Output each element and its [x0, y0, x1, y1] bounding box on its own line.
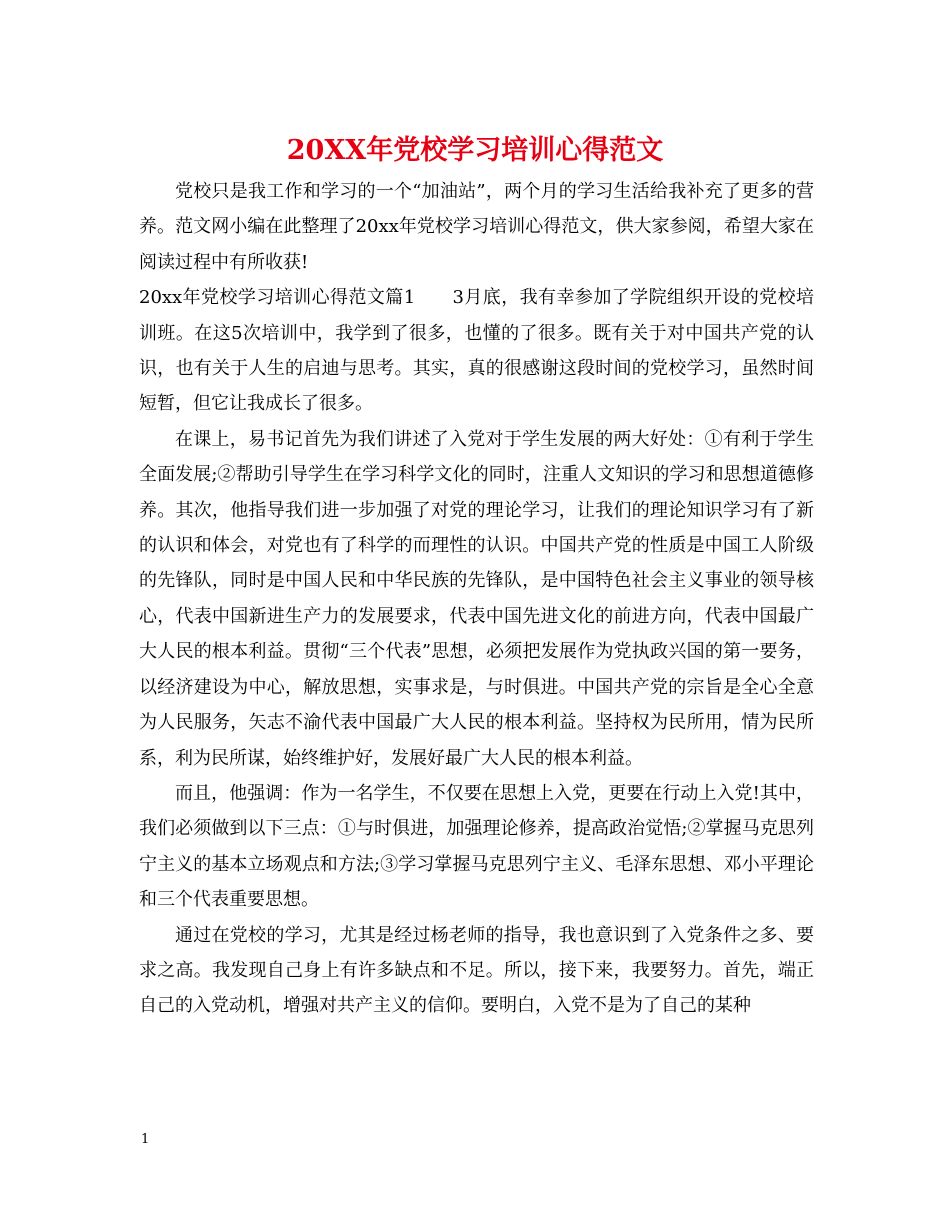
document-title: 20XX年党校学习培训心得范文	[286, 135, 664, 166]
document-body	[139, 174, 814, 1024]
page-number: 1	[141, 1132, 150, 1147]
paragraph-article-1: 20xx年党校学习培训心得范文篇1 3月底，我有幸参加了学院组织开设的党校培训班。在这5次培训中，我学到了很多，也懂的了很多。既有关于对中国共产党的认识，也有关于人生的启迪与思考。其实，真的很感谢这段时间的党校学习，虽然时间短暂，但它让我成长了很多。	[139, 287, 814, 415]
paragraph-lecture: 在课上，易书记首先为我们讲述了入党对于学生发展的两大好处：①有利于学生全面发展;②帮助引导学生在学习科学文化的同时，注重人文知识的学习和思想道德修养。其次，他指导我们进一步加强了对党的理论学习，让我们的理论知识学习有了新的认识和体会，对党也有了科学的而理性的认识。中国共产党的性质是中国工人阶级的先锋队，同时是中国人民和中华民族的先锋队，是中国特色社会主义事业的领导核心，代表中国新进生产力的发展要求，代表中国先进文化的前进方向，代表中国最广大人民的根本利益。贯彻“三个代表”思想，必须把发展作为党执政兴国的第一要务，以经济建设为中心，解放思想，实事求是，与时俱进。中国共产党的宗旨是全心全意为人民服务，矢志不渝代表中国最广大人民的根本利益。坚持权为民所用，情为民所系，利为民所谋，始终维护好，发展好最广大人民的根本利益。	[139, 428, 814, 769]
paragraph-intro: 党校只是我工作和学习的一个“加油站”，两个月的学习生活给我补充了更多的营养。范文网小编在此整理了20xx年党校学习培训心得范文，供大家参阅，希望大家在阅读过程中有所收获!	[139, 181, 814, 273]
paragraph-emphasis: 而且，他强调：作为一名学生，不仅要在思想上入党，更要在行动上入党!其中，我们必须做到以下三点：①与时俱进，加强理论修养，提高政治觉悟;②掌握马克思列宁主义的基本立场观点和方法;③学习掌握马克思列宁主义、毛泽东思想、邓小平理论和三个代表重要思想。	[139, 782, 814, 911]
paragraph-reflection: 通过在党校的学习，尤其是经过杨老师的指导，我也意识到了入党条件之多、要求之高。我发现自己身上有许多缺点和不足。所以，接下来，我要努力。首先，端正自己的入党动机，增强对共产主义的信仰。要明白，入党不是为了自己的某种	[139, 924, 814, 1017]
